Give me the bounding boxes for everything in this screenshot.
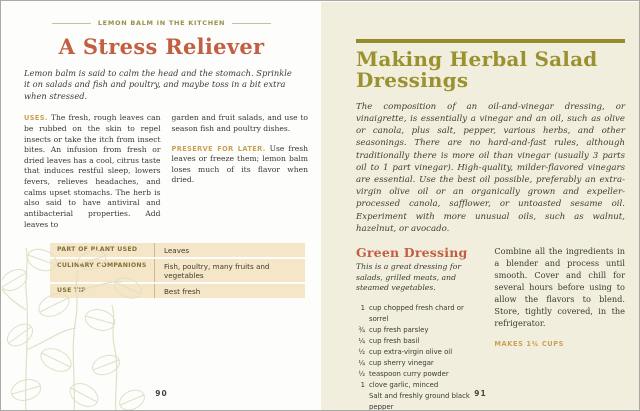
- recipe-instructions: Combine all the ingredients in a blender and process until smooth. Cover and chill for several hours before using to allow the flavors to blend. Store, tightly covered, in the refrigerator.: [494, 245, 625, 329]
- ingredient-qty: ½: [358, 370, 365, 379]
- table-row-value: Leaves: [154, 243, 305, 257]
- preserve-text: Use fresh leaves or freeze them; lemon balm loses much of its flavor when dried.: [171, 143, 308, 185]
- left-page-intro: Lemon balm is said to calm the head and the stomach. Sprinkle it on salads and fish and poultry, and maybe toss in a bit extra when stressed.: [24, 68, 292, 101]
- ingredient-row: [356, 347, 480, 358]
- kicker-rule-left: [52, 23, 91, 24]
- ingredient-item: cup sherry vinegar: [369, 359, 434, 368]
- ingredient-item: cup chopped fresh chard or sorrel: [369, 303, 464, 323]
- table-row-value: Best fresh: [154, 284, 305, 298]
- ingredient-item: cup fresh basil: [369, 336, 420, 345]
- ingredient-row: [356, 369, 480, 380]
- ingredient-qty: 1: [360, 303, 365, 312]
- left-page-number: 90: [155, 389, 168, 398]
- ingredient-item: clove garlic, minced: [369, 381, 439, 390]
- ingredient-qty: ¾: [358, 325, 365, 334]
- ingredient-qty: ¼: [358, 336, 365, 345]
- preserve-column: [172, 113, 309, 230]
- table-row: [50, 243, 305, 257]
- left-page: [2, 2, 321, 411]
- recipe-title: Green Dressing: [356, 244, 468, 260]
- table-row: [50, 259, 305, 282]
- title-rule: [356, 39, 625, 43]
- right-page-number: 91: [474, 389, 487, 398]
- recipe-ingredients-column: [356, 245, 480, 411]
- right-page-intro: The composition of an oil-and-vinegar dressing, or vinaigrette, is essentially a vinegar and an oil, such as olive or canola, plus salt, pepper, various herbs, and other seasonings. There are no hard-and-fast rules, although traditionally there is more oil than vinegar (usually 3 parts oil to 1 part vinegar). High-quality, milder-flavored vinegars are essential. Use the best oil possible, preferably an extra-virgin olive oil or an organically grown and expeller-processed canola, safflower, or untoasted sesame oil. Experiment with more unusual oils, such as walnut, hazelnut, or avocado.: [356, 101, 625, 234]
- ingredient-qty: ½: [358, 347, 365, 356]
- table-row-label: USE TIP: [57, 287, 87, 295]
- ingredient-row: [356, 303, 480, 325]
- recipe-subtitle: This is a great dressing for salads, grilled meats, and steamed vegetables.: [356, 261, 462, 293]
- uses-text: The fresh, rough leaves can be rubbed on the skin to repel insects or take the itch from insect bites. An infusion from fresh or dried leaves has a cool, citrus taste that induces restful sleep, lowers fevers, relieves headaches, and calms upset stomachs. The herb is also said to have antiviral and antibacterial properties. Add leaves to: [24, 113, 161, 229]
- uses-paragraph: [24, 113, 161, 230]
- recipe-columns: [356, 245, 625, 411]
- right-page: [321, 2, 640, 411]
- left-page-kicker: [52, 19, 271, 27]
- table-row-value: Fish, poultry, many fruits and vegetables: [154, 259, 305, 282]
- plant-info-table: [50, 243, 305, 298]
- kicker-text: LEMON BALM IN THE KITCHEN: [97, 19, 226, 27]
- uses-label: USES.: [24, 114, 48, 123]
- uses-continued-paragraph: garden and fruit salads, and use to season fish and poultry dishes.: [171, 113, 308, 133]
- ingredient-item: cup extra-virgin olive oil: [369, 347, 453, 356]
- kicker-rule-right: [232, 23, 271, 24]
- ingredient-qty: 1: [360, 381, 365, 390]
- table-row-label: PART OF PLANT USED: [57, 246, 138, 254]
- table-row-label: CULINARY COMPANIONS: [57, 262, 147, 270]
- right-page-title: Making Herbal Salad Dressings: [356, 46, 598, 93]
- recipe-yield: MAKES 1¾ CUPS: [494, 340, 564, 349]
- recipe-instructions-column: [494, 245, 625, 411]
- left-body-columns: [24, 113, 308, 230]
- preserve-paragraph: [172, 144, 309, 187]
- table-row: [50, 284, 305, 298]
- ingredient-qty: ¼: [358, 359, 365, 368]
- ingredient-row: [356, 336, 480, 347]
- uses-column: [24, 113, 161, 230]
- ingredient-item: Salt and freshly ground black pepper: [369, 392, 470, 411]
- ingredient-row: [356, 325, 480, 336]
- ingredient-row: [356, 358, 480, 369]
- ingredient-item: teaspoon curry powder: [369, 370, 449, 379]
- right-page-content: [321, 39, 640, 411]
- left-page-title: A Stress Reliever: [58, 34, 265, 59]
- ingredient-item: cup fresh parsley: [369, 325, 429, 334]
- preserve-label: PRESERVE FOR LATER.: [171, 144, 266, 153]
